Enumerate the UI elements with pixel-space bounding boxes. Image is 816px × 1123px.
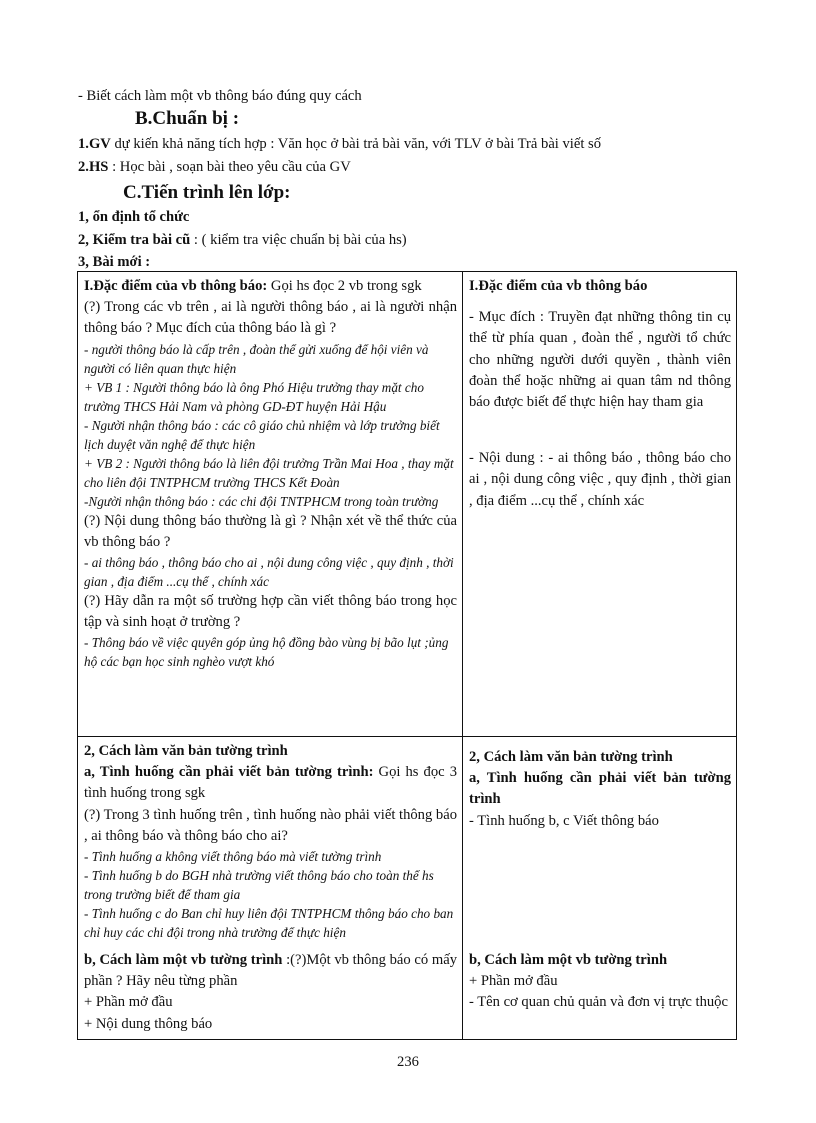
page-number: 236	[397, 1054, 419, 1070]
table-row	[78, 737, 737, 947]
intro-line: - Biết cách làm một vb thông báo đúng quy cách	[78, 88, 362, 104]
section-b-heading: B.Chuẩn bị :	[135, 108, 240, 129]
row3-left-p2: + Nội dung thông báo	[84, 1015, 213, 1032]
hs-line	[78, 157, 351, 177]
row2-left-sub	[84, 762, 457, 804]
table-row	[78, 946, 737, 1039]
step1-label: 1, ổn định tổ chức	[78, 209, 190, 225]
step2-text: : ( kiểm tra việc chuẩn bị bài của hs)	[190, 232, 407, 248]
row3-left-p1: + Phần mở đầu	[84, 994, 173, 1011]
row1-left-title: I.Đặc điểm của vb thông báo:	[84, 278, 268, 294]
row2-right-title: 2, Cách làm văn bản tường trình	[469, 749, 673, 765]
row2-left-sub-tail: Gọi hs đọc 3 tình huống trong sgk	[84, 764, 457, 802]
row3-right-p1: + Phần mở đầu	[469, 973, 558, 990]
row1-right-title: I.Đặc điểm của vb thông báo	[469, 278, 648, 294]
hs-label: 2.HS	[78, 159, 109, 175]
row1-vb1-receiver: - Người nhận thông báo : các cô giáo chủ nhiệm và lớp trưởng biết lịch duyệt văn nghệ để thực hiện	[84, 417, 440, 452]
row3-left-title: b, Cách làm một vb tường trình	[84, 952, 283, 969]
row1-vb2: + VB 2 : Người thông báo là liên đội trưởng Trần Mai Hoa , thay mặt cho liên đội TNTPHCM trường THCS Kết Đoàn	[84, 455, 454, 490]
row1-right-cell	[463, 272, 737, 737]
row1-left-heading	[84, 276, 457, 297]
row1-right-content: - Nội dung : - ai thông báo , thông báo cho ai , nội dung công việc , quy định , thời gian , địa điểm ...cụ thể , chính xác	[469, 450, 731, 509]
row3-right-p2: - Tên cơ quan chủ quản và đơn vị trực thuộc	[469, 994, 728, 1011]
row2-left-title: 2, Cách làm văn bản tường trình	[84, 743, 288, 759]
step3-label: 3, Bài mới :	[78, 254, 151, 270]
row1-q3: (?) Hãy dẫn ra một số trường hợp cần viết thông báo trong học tập và sinh hoạt ở trường ?	[84, 593, 457, 631]
row3-right-cell	[463, 946, 737, 1039]
row1-vb1: + VB 1 : Người thông báo là ông Phó Hiệu trưởng thay mặt cho trường THCS Hải Nam và phòng GD-ĐT huyện Hải Hậu	[84, 379, 424, 414]
table-row	[78, 272, 737, 737]
row2-right-sub: a, Tình huống cần phải viết bản tường trình	[469, 770, 731, 808]
row1-right-purpose: - Mục đích : Truyền đạt những thông tin cụ thể từ phía quan , đoàn thể , người tổ chức cho những người dưới quyền , thành viên đoàn thể hoặc những ai quan tâm nd thông báo được biết để thực hiện hay tham gia	[469, 309, 731, 411]
step2-line	[78, 230, 407, 250]
row1-q1: (?) Trong các vb trên , ai là người thông báo , ai là người nhận thông báo ? Mục đích của thông báo là gì ?	[84, 299, 457, 337]
row2-right-cell	[463, 737, 737, 947]
row2-left-q: (?) Trong 3 tình huống trên , tình huống nào phải viết thông báo , ai thông báo và thông báo cho ai?	[84, 806, 457, 844]
row1-vb2-receiver: -Người nhận thông báo : các chi đội TNTPHCM trong toàn trường	[84, 493, 439, 509]
row1-a1: - người thông báo là cấp trên , đoàn thể gửi xuống để hội viên và người có liên quan thực hiện	[84, 341, 429, 376]
row1-left-title-tail: Gọi hs đọc 2 vb trong sgk	[267, 278, 422, 294]
hs-text: : Học bài , soạn bài theo yêu cầu của GV	[108, 159, 351, 175]
row1-a2: - ai thông báo , thông báo cho ai , nội dung công việc , quy định , thời gian , địa điểm ...cụ thể , chính xác	[84, 555, 454, 590]
step3-line	[78, 252, 150, 272]
row3-left-title-tail: :(?)Một vb thông báo có mấy phần ? Hãy nêu từng phần	[84, 952, 457, 990]
row1-a3: - Thông báo về việc quyên góp ủng hộ đồng bào vùng bị bão lụt ;ủng hộ các bạn học sinh nghèo vượt khó	[84, 635, 449, 670]
step2-label: 2, Kiểm tra bài cũ	[78, 232, 191, 248]
gv-line	[78, 134, 601, 154]
row2-left-cell	[78, 737, 463, 947]
row2-b-case: - Tình huống b do BGH nhà trường viết thông báo cho toàn thể hs trong trường biết để tham gia	[84, 868, 434, 903]
row2-left-sub-label: a, Tình huống cần phải viết bản tường trình:	[84, 764, 374, 781]
row2-right-answer: - Tình huống b, c Viết thông báo	[469, 812, 659, 829]
row1-left-cell	[78, 272, 463, 737]
row1-q2: (?) Nội dung thông báo thường là gì ? Nhận xét về thể thức của vb thông báo ?	[84, 512, 457, 550]
lesson-table	[77, 271, 737, 1040]
row2-a-case: - Tình huống a không viết thông báo mà viết tường trình	[84, 849, 382, 865]
step1-line	[78, 207, 189, 227]
row3-right-title: b, Cách làm một vb tường trình	[469, 952, 668, 969]
gv-text: dự kiến khả năng tích hợp : Văn học ở bài trả bài văn, với TLV ở bài Trả bài viết số	[110, 136, 602, 152]
row3-left-cell	[78, 946, 463, 1039]
section-c-heading: C.Tiến trình lên lớp:	[123, 182, 291, 203]
gv-label: 1.GV	[78, 136, 111, 152]
row3-left-heading	[84, 950, 457, 992]
row2-c-case: - Tình huống c do Ban chỉ huy liên đội TNTPHCM thông báo cho ban chỉ huy các chi đội trong nhà trường để thực hiện	[84, 906, 454, 941]
